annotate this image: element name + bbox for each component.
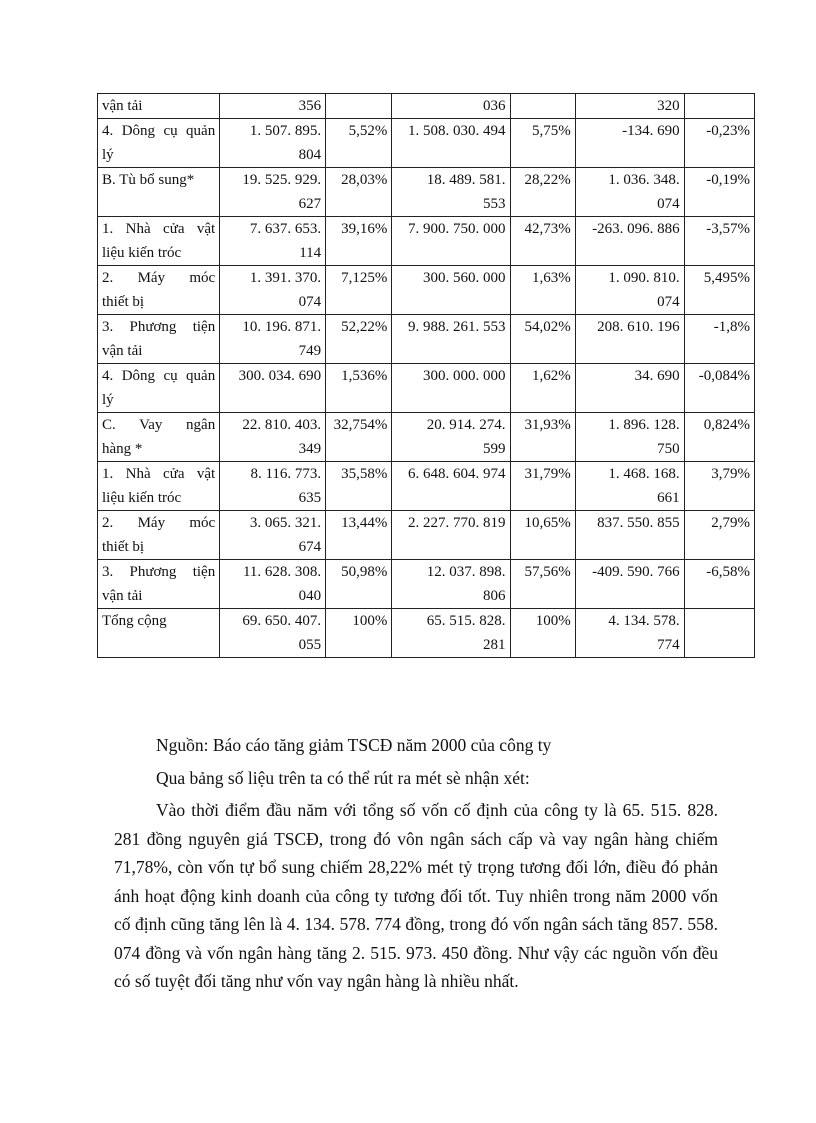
table-cell-c7 xyxy=(684,119,754,168)
cell-line: -0,23% xyxy=(706,123,750,139)
table-cell-c7 xyxy=(684,168,754,217)
table-cell-c1 xyxy=(98,266,220,315)
table-cell-c1 xyxy=(98,168,220,217)
table-cell-c2 xyxy=(220,511,326,560)
cell-line: 4. Dông cụ quản xyxy=(102,123,216,139)
table-cell-c3 xyxy=(326,94,392,119)
cell-line: 100% xyxy=(352,613,388,629)
cell-line: 100% xyxy=(535,613,571,629)
table-cell-c2 xyxy=(220,364,326,413)
cell-line: 599 xyxy=(483,441,506,457)
cell-line: 7,125% xyxy=(341,270,388,286)
table-cell-c7 xyxy=(684,413,754,462)
table-cell-c7 xyxy=(684,462,754,511)
table-cell-c1 xyxy=(98,119,220,168)
table-cell-c5 xyxy=(510,364,575,413)
table-cell-c7 xyxy=(684,609,754,658)
cell-line: vận tải xyxy=(102,343,143,359)
table-cell-c7 xyxy=(684,217,754,266)
cell-line: 0,824% xyxy=(703,417,750,433)
cell-line: 074 xyxy=(657,294,680,310)
table-cell-c6 xyxy=(575,94,684,119)
table-cell-c7 xyxy=(684,266,754,315)
cell-line: liệu kiến tróc xyxy=(102,490,182,506)
cell-line: 837. 550. 855 xyxy=(597,515,680,531)
table-cell-c6 xyxy=(575,413,684,462)
cell-line: 635 xyxy=(298,490,322,506)
cell-line: -263. 096. 886 xyxy=(592,221,680,237)
cell-line: 9. 988. 261. 553 xyxy=(408,319,506,335)
cell-line: 1. Nhà cửa vật xyxy=(102,466,216,482)
cell-line: 57,56% xyxy=(524,564,571,580)
table-cell-c4 xyxy=(392,266,510,315)
cell-line: Tổng cộng xyxy=(102,613,167,629)
cell-line: B. Tù bổ sung* xyxy=(102,172,195,188)
table-cell-c4 xyxy=(392,609,510,658)
table-cell-c1 xyxy=(98,217,220,266)
table-cell-c4 xyxy=(392,560,510,609)
cell-line: 1. 508. 030. 494 xyxy=(408,123,506,139)
cell-line: 22. 810. 403. xyxy=(242,417,322,433)
cell-line: 35,58% xyxy=(341,466,388,482)
table-cell-c6 xyxy=(575,462,684,511)
table-cell-c3 xyxy=(326,266,392,315)
table-cell-c2 xyxy=(220,609,326,658)
cell-line: 749 xyxy=(298,343,322,359)
table-cell-c2 xyxy=(220,266,326,315)
cell-line: 5,75% xyxy=(531,123,571,139)
table-cell-c6 xyxy=(575,315,684,364)
cell-line: 300. 560. 000 xyxy=(423,270,506,286)
cell-line: 2. 227. 770. 819 xyxy=(408,515,506,531)
cell-line: 32,754% xyxy=(333,417,388,433)
source-note: Nguồn: Báo cáo tăng giảm TSCĐ năm 2000 của công ty xyxy=(156,735,552,755)
cell-line: 39,16% xyxy=(341,221,388,237)
table-cell-c5 xyxy=(510,511,575,560)
cell-line: 1. 036. 348. xyxy=(608,172,680,188)
cell-line: 040 xyxy=(298,588,322,604)
table-cell-c6 xyxy=(575,609,684,658)
asset-table-body xyxy=(98,94,755,658)
table-cell-c1 xyxy=(98,609,220,658)
asset-table xyxy=(97,93,755,658)
table-cell-c7 xyxy=(684,560,754,609)
table-cell-c2 xyxy=(220,119,326,168)
cell-line: 31,93% xyxy=(524,417,571,433)
cell-line: liệu kiến tróc xyxy=(102,245,182,261)
cell-line: 28,03% xyxy=(341,172,388,188)
cell-line: 1,536% xyxy=(341,368,388,384)
cell-line: 52,22% xyxy=(341,319,388,335)
table-cell-c3 xyxy=(326,168,392,217)
table-cell-c3 xyxy=(326,609,392,658)
table-cell-c4 xyxy=(392,168,510,217)
commentary xyxy=(114,731,718,996)
cell-line: lý xyxy=(102,147,114,163)
table-cell-c3 xyxy=(326,560,392,609)
table-cell-c5 xyxy=(510,168,575,217)
cell-line: -134. 690 xyxy=(622,123,680,139)
cell-line: -0,084% xyxy=(698,368,750,384)
cell-line: hàng * xyxy=(102,441,143,457)
cell-line: vận tải xyxy=(102,588,143,604)
cell-line: 7. 900. 750. 000 xyxy=(408,221,506,237)
table-cell-c3 xyxy=(326,413,392,462)
table-cell-c4 xyxy=(392,462,510,511)
cell-line: 804 xyxy=(298,147,322,163)
table-row xyxy=(98,217,755,266)
table-cell-c1 xyxy=(98,94,220,119)
table-cell-c3 xyxy=(326,511,392,560)
table-cell-c7 xyxy=(684,511,754,560)
table-cell-c6 xyxy=(575,266,684,315)
table-cell-c5 xyxy=(510,217,575,266)
cell-line: 674 xyxy=(298,539,322,555)
table-cell-c6 xyxy=(575,168,684,217)
cell-line: 3. Phương tiện xyxy=(102,319,216,335)
cell-line: 349 xyxy=(298,441,322,457)
table-cell-c1 xyxy=(98,413,220,462)
table-cell-c5 xyxy=(510,462,575,511)
cell-line: 6. 648. 604. 974 xyxy=(408,466,506,482)
cell-line: 208. 610. 196 xyxy=(597,319,680,335)
table-cell-c5 xyxy=(510,119,575,168)
table-cell-c4 xyxy=(392,413,510,462)
table-cell-c6 xyxy=(575,364,684,413)
cell-line: 3. Phương tiện xyxy=(102,564,216,580)
table-row xyxy=(98,168,755,217)
cell-line: 1. 391. 370. xyxy=(249,270,322,286)
cell-line: 1. 896. 128. xyxy=(608,417,680,433)
table-cell-c2 xyxy=(220,315,326,364)
cell-line: C. Vay ngân xyxy=(102,417,216,433)
table-row xyxy=(98,94,755,119)
table-cell-c1 xyxy=(98,511,220,560)
table-cell-c6 xyxy=(575,511,684,560)
cell-line: 036 xyxy=(483,98,506,114)
cell-line: 1,63% xyxy=(531,270,571,286)
cell-line: -409. 590. 766 xyxy=(592,564,680,580)
table-cell-c5 xyxy=(510,266,575,315)
table-cell-c7 xyxy=(684,315,754,364)
table-cell-c3 xyxy=(326,364,392,413)
cell-line: thiết bị xyxy=(102,294,145,310)
table-row xyxy=(98,413,755,462)
cell-line: 661 xyxy=(657,490,680,506)
table-cell-c1 xyxy=(98,560,220,609)
cell-line: 281 xyxy=(483,637,506,653)
cell-line: 114 xyxy=(299,245,322,261)
cell-line: 300. 034. 690 xyxy=(238,368,322,384)
table-cell-c4 xyxy=(392,94,510,119)
table-cell-c5 xyxy=(510,413,575,462)
table-cell-c1 xyxy=(98,315,220,364)
intro-line: Qua bảng số liệu trên ta có thể rút ra mét sè nhận xét: xyxy=(156,767,530,788)
cell-line: 8. 116. 773. xyxy=(250,466,322,482)
cell-line: 28,22% xyxy=(524,172,571,188)
table-cell-c1 xyxy=(98,364,220,413)
table-cell-c5 xyxy=(510,609,575,658)
cell-line: 50,98% xyxy=(341,564,388,580)
cell-line: -3,57% xyxy=(706,221,750,237)
cell-line: 65. 515. 828. xyxy=(426,613,506,629)
table-cell-c3 xyxy=(326,315,392,364)
table-cell-c7 xyxy=(684,94,754,119)
table-cell-c7 xyxy=(684,364,754,413)
cell-line: 553 xyxy=(483,196,506,212)
cell-line: lý xyxy=(102,392,114,408)
cell-line: thiết bị xyxy=(102,539,145,555)
cell-line: 1,62% xyxy=(531,368,571,384)
table-row xyxy=(98,266,755,315)
cell-line: 1. Nhà cửa vật xyxy=(102,221,216,237)
table-cell-c2 xyxy=(220,217,326,266)
table-cell-c3 xyxy=(326,217,392,266)
table-cell-c2 xyxy=(220,413,326,462)
cell-line: 5,52% xyxy=(348,123,388,139)
cell-line: 1. 090. 810. xyxy=(608,270,680,286)
cell-line: 3. 065. 321. xyxy=(249,515,322,531)
table-cell-c3 xyxy=(326,462,392,511)
cell-line: 074 xyxy=(657,196,680,212)
cell-line: 54,02% xyxy=(524,319,571,335)
cell-line: 750 xyxy=(657,441,680,457)
cell-line: 31,79% xyxy=(524,466,571,482)
cell-line: 3,79% xyxy=(711,466,750,482)
cell-line: 19. 525. 929. xyxy=(242,172,322,188)
cell-line: 5,495% xyxy=(703,270,750,286)
table-cell-c6 xyxy=(575,217,684,266)
table-cell-c4 xyxy=(392,217,510,266)
table-cell-c5 xyxy=(510,315,575,364)
cell-line: -6,58% xyxy=(706,564,750,580)
cell-line: 18. 489. 581. xyxy=(426,172,506,188)
cell-line: 320 xyxy=(657,98,680,114)
cell-line: -1,8% xyxy=(713,319,750,335)
cell-line: vận tải xyxy=(102,98,143,114)
table-row xyxy=(98,462,755,511)
cell-line: 055 xyxy=(298,637,322,653)
cell-line: 300. 000. 000 xyxy=(423,368,506,384)
cell-line: 42,73% xyxy=(524,221,571,237)
table-row xyxy=(98,364,755,413)
cell-line: 20. 914. 274. xyxy=(426,417,506,433)
cell-line: 2,79% xyxy=(711,515,750,531)
table-row xyxy=(98,119,755,168)
table-cell-c5 xyxy=(510,560,575,609)
table-cell-c2 xyxy=(220,462,326,511)
table-cell-c2 xyxy=(220,94,326,119)
cell-line: 1. 507. 895. xyxy=(249,123,322,139)
table-cell-c4 xyxy=(392,364,510,413)
cell-line: 074 xyxy=(298,294,322,310)
cell-line: 4. 134. 578. xyxy=(608,613,680,629)
cell-line: 356 xyxy=(298,98,322,114)
cell-line: 2. Máy móc xyxy=(102,515,216,531)
cell-line: 2. Máy móc xyxy=(102,270,216,286)
table-cell-c4 xyxy=(392,119,510,168)
table-row xyxy=(98,511,755,560)
table-cell-c4 xyxy=(392,315,510,364)
cell-line: 13,44% xyxy=(341,515,388,531)
cell-line: 11. 628. 308. xyxy=(242,564,322,580)
cell-line: 7. 637. 653. xyxy=(249,221,322,237)
cell-line: 806 xyxy=(483,588,506,604)
table-row xyxy=(98,560,755,609)
cell-line: 1. 468. 168. xyxy=(608,466,680,482)
cell-line: 34. 690 xyxy=(634,368,680,384)
table-row xyxy=(98,315,755,364)
cell-line: 10. 196. 871. xyxy=(242,319,322,335)
cell-line: 4. Dông cụ quản xyxy=(102,368,216,384)
table-cell-c2 xyxy=(220,168,326,217)
table-cell-c5 xyxy=(510,94,575,119)
cell-line: 10,65% xyxy=(524,515,571,531)
cell-line: 12. 037. 898. xyxy=(426,564,506,580)
analysis-paragraph: Vào thời điểm đầu năm với tổng số vốn cố định của công ty là 65. 515. 828. 281 đồng nguyên giá TSCĐ, trong đó vôn ngân sách cấp và vay ngân hàng chiếm 71,78%, còn vốn tự bổ sung chiếm 28,22% mét tỷ trọng tương đối lớn, điều đó phản ánh hoạt động kinh doanh của công ty tương đối tốt. Tuy nhiên trong năm 2000 vốn cố định cũng tăng lên là 4. 134. 578. 774 đồng, trong đó vốn ngân sách tăng 857. 558. 074 đồng và vốn ngân hàng tăng 2. 515. 973. 450 đồng. Như vậy các nguồn vốn đều có số tuyệt đối tăng như vốn vay ngân hàng là nhiều nhất. xyxy=(114,800,718,991)
table-cell-c6 xyxy=(575,560,684,609)
table-cell-c4 xyxy=(392,511,510,560)
cell-line: 774 xyxy=(657,637,680,653)
cell-line: -0,19% xyxy=(706,172,750,188)
table-row xyxy=(98,609,755,658)
table-cell-c3 xyxy=(326,119,392,168)
cell-line: 69. 650. 407. xyxy=(242,613,322,629)
cell-line: 627 xyxy=(298,196,322,212)
table-cell-c2 xyxy=(220,560,326,609)
table-cell-c6 xyxy=(575,119,684,168)
table-cell-c1 xyxy=(98,462,220,511)
